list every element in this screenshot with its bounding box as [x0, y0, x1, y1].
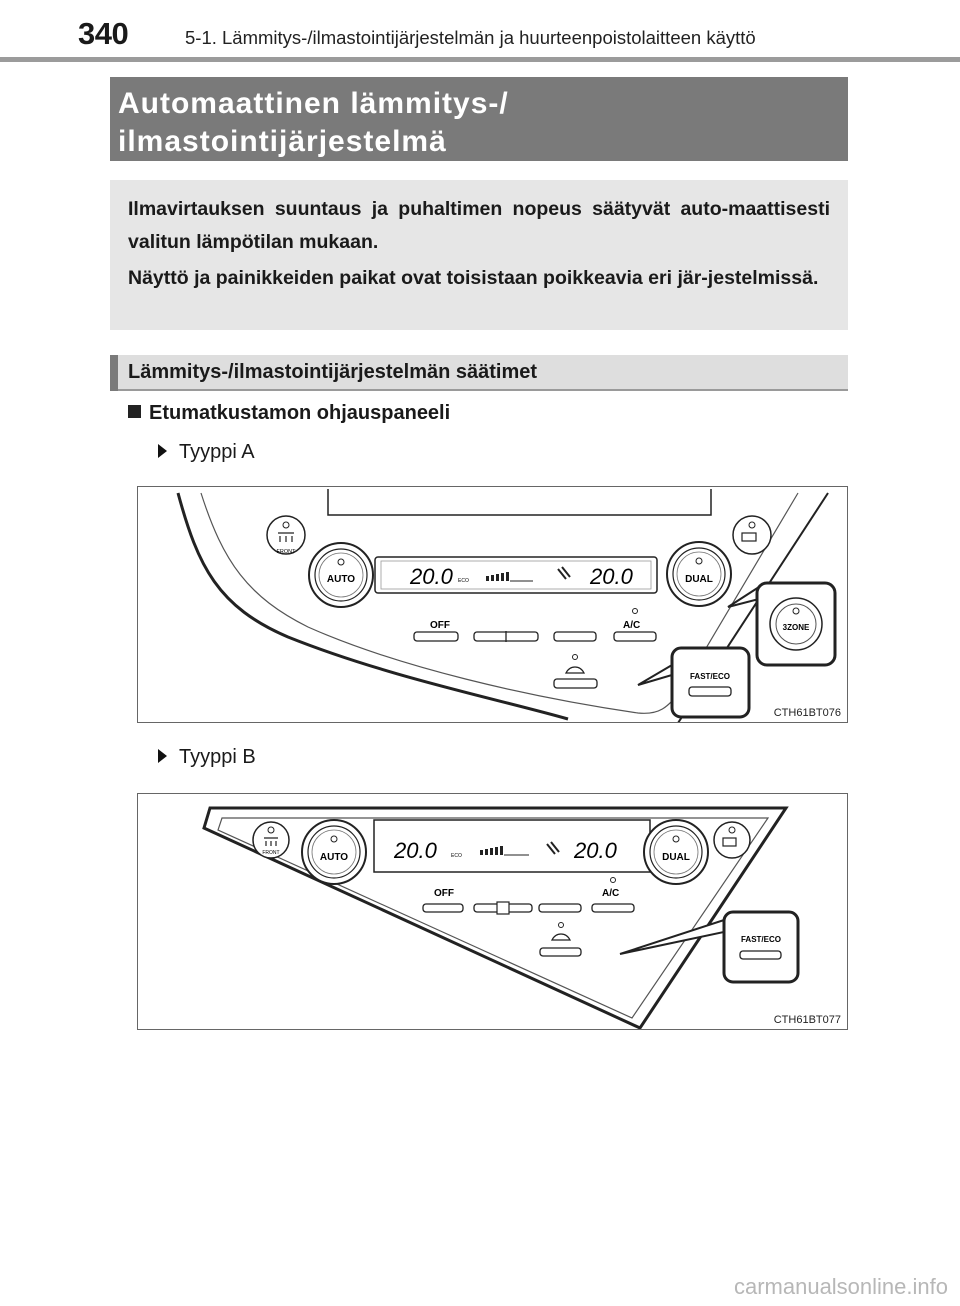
section-title [118, 85, 509, 161]
intro-paragraph-2: Näyttö ja painikkeiden paikat ovat toisistaan poikkeavia eri jär-jestelmissä. [128, 267, 819, 289]
type-b-label-text: Tyyppi B [179, 746, 256, 768]
intro-box [110, 180, 848, 330]
recirculation-icon [552, 934, 570, 940]
off-button-b [423, 904, 463, 912]
triangle-bullet-icon [158, 444, 167, 458]
figure-type-b [137, 793, 848, 1030]
control-panel-a-illustration [138, 487, 848, 723]
section-heading-bar [110, 355, 118, 391]
mode-button-b [539, 904, 581, 912]
ac-label-b: A/C [602, 888, 620, 899]
off-button-a [414, 632, 458, 641]
header-rule [0, 57, 960, 62]
ac-button-a [614, 632, 656, 641]
fast-eco-callout-a [672, 648, 749, 717]
dual-label-a: DUAL [685, 574, 713, 585]
type-a-label-text: Tyyppi A [179, 441, 255, 463]
intro-paragraph-1: Ilmavirtauksen suuntaus ja puhaltimen nopeus säätyvät auto-maattisesti valitun lämpötilan mukaan. [128, 198, 830, 253]
section-heading: Lämmitys-/ilmastointijärjestelmän säätimet [128, 361, 538, 383]
section-title-box [110, 77, 848, 161]
triangle-bullet-icon [158, 749, 167, 763]
temp-right-a: 20.0 [590, 564, 633, 589]
control-panel-b-illustration [138, 794, 848, 1030]
subsection-heading [128, 402, 450, 425]
recirculation-button-b [540, 948, 581, 956]
figure-code-b: CTH61BT077 [773, 1014, 841, 1026]
fast-eco-label-b: FAST/ECO [740, 935, 782, 944]
running-head: 5-1. Lämmitys-/ilmastointijärjestelmän ja huurteenpoistolaitteen käyttö [185, 27, 756, 48]
page-number: 340 [78, 16, 129, 51]
section-heading-box [110, 355, 848, 391]
figure-code-a: CTH61BT076 [773, 707, 841, 719]
3zone-label-a: 3ZONE [782, 623, 810, 632]
type-a-label [158, 441, 255, 464]
auto-label-a: AUTO [326, 574, 356, 585]
title-line-1: Automaattinen lämmitys-/ [118, 87, 509, 120]
eco-label-b: ECO [451, 853, 462, 859]
mode-button-a [554, 632, 596, 641]
off-label-b: OFF [434, 888, 454, 899]
front-label-a: FRONT [276, 549, 296, 555]
subsection-heading-text: Etumatkustamon ohjauspaneeli [149, 402, 451, 424]
square-bullet-icon [128, 405, 141, 418]
eco-label-a: ECO [458, 578, 469, 584]
fast-eco-callout-b [724, 912, 798, 982]
auto-knob-b [302, 820, 366, 884]
title-line-2: ilmastointijärjestelmä [118, 125, 447, 158]
temp-left-b: 20.0 [394, 838, 437, 863]
fast-eco-label-a: FAST/ECO [689, 672, 731, 681]
type-b-label [158, 746, 256, 769]
recirculation-button-a [554, 679, 597, 688]
ac-label-a: A/C [623, 620, 641, 631]
auto-knob-a [309, 543, 373, 607]
dual-label-b: DUAL [662, 852, 690, 863]
auto-label-b: AUTO [319, 852, 349, 863]
page-header [0, 0, 960, 62]
temp-right-b: 20.0 [574, 838, 617, 863]
temp-left-a: 20.0 [410, 564, 453, 589]
recirculation-icon [566, 667, 584, 673]
watermark: carmanualsonline.info [733, 1274, 948, 1299]
front-label-b: FRONT [262, 850, 280, 856]
ac-button-b [592, 904, 634, 912]
dual-knob-b [644, 820, 708, 884]
figure-type-a [137, 486, 848, 723]
off-label-a: OFF [430, 620, 450, 631]
dual-knob-a [667, 542, 731, 606]
